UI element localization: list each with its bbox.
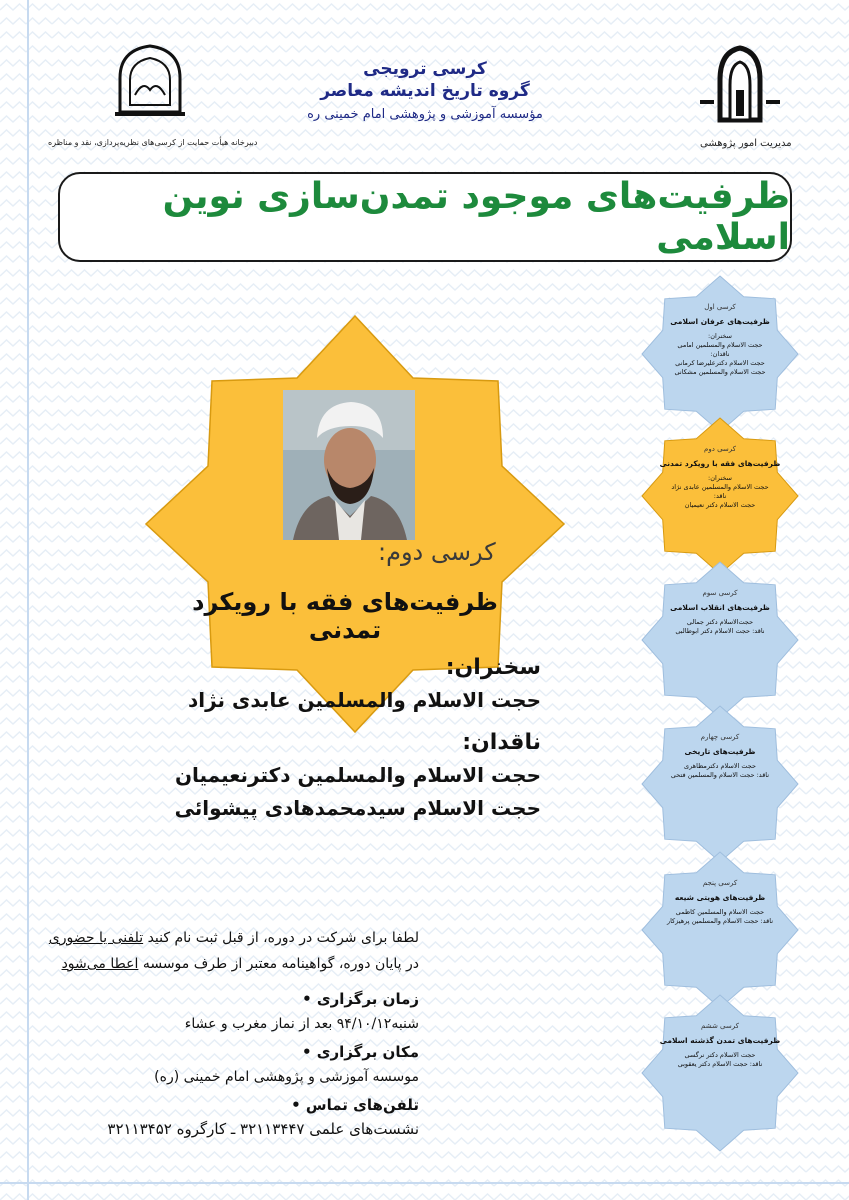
session-2-l2: حجت الاسلام والمسلمین عابدی نژاد bbox=[671, 483, 769, 491]
speakers-label: سخنران: bbox=[445, 655, 541, 680]
council-logo-caption: دبیرخانه هیأت حمایت از کرسی‌های نظریه‌پردازی، نقد و مناظره bbox=[48, 138, 258, 147]
session-star-5 bbox=[642, 852, 798, 1008]
institute-logo-caption: مدیریت امور پژوهشی bbox=[700, 138, 792, 149]
phone-value: نشست‌های علمی ۳۲۱۱۳۴۴۷ ـ کارگروه ۳۲۱۱۳۴۵۲ bbox=[107, 1120, 419, 1138]
session-3-l1: حجت‌الاسلام دکتر جمالی bbox=[686, 618, 754, 626]
session-4-cap: کرسی چهارم bbox=[700, 733, 740, 741]
session-2-l4: حجت الاسلام دکتر نعیمیان bbox=[684, 501, 756, 509]
critics-label: ناقدان: bbox=[462, 730, 541, 755]
session-star-text-6 bbox=[658, 1021, 782, 1069]
speaker-name: حجت الاسلام والمسلمین عابدی نژاد bbox=[187, 688, 541, 712]
session-5-cap: کرسی پنجم bbox=[702, 879, 738, 887]
session-1-title: ظرفیت‌های عرفان اسلامی bbox=[670, 317, 770, 326]
session-5-l2: ناقد: حجت الاسلام والمسلمین پرهیزکار bbox=[666, 917, 774, 925]
session-1-l3: ناقدان: bbox=[710, 350, 730, 358]
session-5-l1: حجت الاسلام والمسلمین کاظمی bbox=[675, 908, 765, 916]
critic-1-name: حجت الاسلام والمسلمین دکترنعیمیان bbox=[174, 763, 541, 787]
session-3-l2: ناقد: حجت الاسلام دکتر ابوطالبی bbox=[675, 627, 765, 635]
certificate-text: در پایان دوره، گواهینامه معتبر از طرف موسسه bbox=[142, 956, 419, 972]
session-star-text-1 bbox=[658, 302, 782, 377]
session-topic: ظرفیت‌های فقه با رویکرد تمدنی bbox=[192, 588, 498, 644]
session-star-4 bbox=[642, 706, 798, 862]
session-2-cap: کرسی دوم bbox=[704, 445, 736, 453]
session-3-cap: کرسی سوم bbox=[702, 589, 738, 597]
header-line-3: مؤسسه آموزشی و پژوهشی امام خمینی ره bbox=[307, 107, 543, 122]
session-2-l3: ناقد: bbox=[713, 492, 727, 500]
session-1-l4: حجت الاسلام دکترعلیرضا کرمانی bbox=[675, 359, 765, 367]
session-4-l1: حجت الاسلام دکترمظاهری bbox=[683, 762, 757, 770]
session-star-text-5 bbox=[658, 878, 782, 926]
session-star-text-3 bbox=[658, 588, 782, 636]
session-1-l1: سخنران: bbox=[708, 332, 732, 340]
session-2-title: ظرفیت‌های فقه با رویکرد تمدنی bbox=[659, 459, 781, 468]
session-star-6 bbox=[642, 995, 798, 1151]
session-4-l2: ناقد: حجت الاسلام والمسلمین فتحی bbox=[670, 771, 770, 779]
session-3-title: ظرفیت‌های انقلاب اسلامی bbox=[670, 603, 770, 612]
session-5-title: ظرفیت‌های هویتی شیعه bbox=[674, 893, 766, 902]
certificate-award: اعطا می‌شود bbox=[61, 956, 139, 972]
header-line-2: گروه تاریخ اندیشه معاصر bbox=[320, 81, 530, 101]
session-2-l1: سخنران: bbox=[708, 474, 732, 482]
session-4-title: ظرفیت‌های تاریخی bbox=[684, 747, 756, 756]
session-6-l1: حجت الاسلام دکتر نرگسی bbox=[684, 1051, 756, 1059]
session-star-3 bbox=[642, 562, 798, 718]
session-6-l2: ناقد: حجت الاسلام دکتر یعقوبی bbox=[677, 1060, 763, 1068]
session-star-text-2 bbox=[658, 444, 782, 510]
registration-text: لطفا برای شرکت در دوره، از قبل ثبت نام کنید bbox=[147, 930, 419, 946]
session-star-text-4 bbox=[658, 732, 782, 780]
place-value: موسسه آموزشی و پژوهشی امام خمینی (ره) bbox=[154, 1069, 419, 1085]
main-title: ظرفیت‌های موجود تمدن‌سازی نوین اسلامی bbox=[162, 176, 790, 258]
session-label: کرسی دوم: bbox=[378, 538, 496, 566]
session-1-cap: کرسی اول bbox=[704, 303, 736, 311]
place-label: مکان برگزاری • bbox=[301, 1043, 419, 1061]
session-1-l2: حجت الاسلام والمسلمین امامی bbox=[677, 341, 763, 349]
registration-note bbox=[49, 930, 419, 946]
time-value: شنبه۹۴/۱۰/۱۲ بعد از نماز مغرب و عشاء bbox=[184, 1016, 419, 1032]
time-label: زمان برگزاری • bbox=[302, 990, 419, 1008]
session-6-title: ظرفیت‌های تمدن گذشته اسلامی bbox=[659, 1036, 781, 1045]
critic-2-name: حجت الاسلام سیدمحمدهادی پیشوائی bbox=[174, 796, 541, 820]
phone-label: تلفن‌های تماس • bbox=[291, 1096, 419, 1114]
header-line-1: کرسی ترویجی bbox=[363, 59, 487, 79]
session-1-l5: حجت الاسلام والمسلمین مشکانی bbox=[674, 368, 766, 376]
registration-method: تلفنی یا حضوری bbox=[48, 930, 144, 946]
session-6-cap: کرسی ششم bbox=[701, 1022, 739, 1030]
certificate-note bbox=[62, 956, 419, 972]
